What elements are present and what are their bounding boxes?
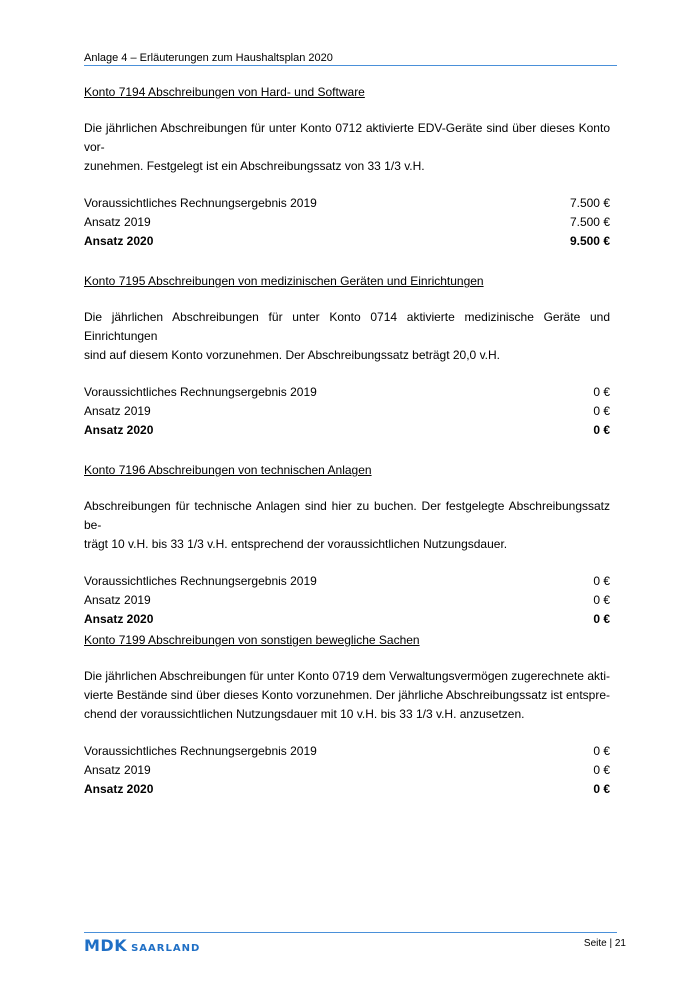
page-number: Seite | 21	[583, 938, 626, 949]
row-amount: 0 €	[593, 612, 610, 626]
table-row	[84, 402, 610, 421]
row-label: Ansatz 2019	[84, 215, 151, 229]
text-line: Die jährlichen Abschreibungen für unter Konto 0714 aktivierte medizinische Geräte und Einrichtungen	[84, 310, 610, 343]
row-label: Ansatz 2020	[84, 782, 154, 796]
row-amount: 9.500 €	[569, 234, 610, 248]
text-line: vierte Bestände sind über dieses Konto vorzunehmen. Der jährliche Abschreibungssatz ist entspre-	[84, 688, 610, 702]
section-description	[84, 667, 610, 724]
row-label: Ansatz 2019	[84, 763, 151, 777]
section-konto-7196	[84, 462, 610, 629]
row-label: Voraussichtliches Rechnungsergebnis 2019	[84, 196, 317, 210]
table-row-total	[84, 780, 610, 799]
row-amount: 0 €	[593, 593, 610, 607]
table-row	[84, 383, 610, 402]
table-row	[84, 572, 610, 591]
amount-table	[84, 742, 610, 799]
section-konto-7195	[84, 273, 610, 440]
section-konto-7199	[84, 632, 610, 799]
text-line: Die jährlichen Abschreibungen für unter Konto 0712 aktivierte EDV-Geräte sind über dieses Konto vor-	[84, 121, 610, 154]
row-label: Ansatz 2019	[84, 593, 151, 607]
section-description	[84, 308, 610, 365]
logo-sub-text: SAARLAND	[131, 943, 201, 954]
table-row	[84, 742, 610, 761]
row-amount: 0 €	[593, 404, 610, 418]
row-label: Ansatz 2019	[84, 404, 151, 418]
section-title: Konto 7195 Abschreibungen von medizinischen Geräten und Einrichtungen	[84, 274, 484, 288]
section-description	[84, 497, 610, 554]
row-amount: 0 €	[593, 782, 610, 796]
row-label: Voraussichtliches Rechnungsergebnis 2019	[84, 574, 317, 588]
text-line: trägt 10 v.H. bis 33 1/3 v.H. entsprechend der voraussichtlichen Nutzungsdauer.	[84, 537, 508, 551]
text-line: chend der voraussichtlichen Nutzungsdauer mit 10 v.H. bis 33 1/3 v.H. anzusetzen.	[84, 707, 525, 721]
section-title: Konto 7196 Abschreibungen von technischen Anlagen	[84, 463, 372, 477]
table-row-total	[84, 610, 610, 629]
text-line: zunehmen. Festgelegt ist ein Abschreibungssatz von 33 1/3 v.H.	[84, 159, 425, 173]
section-title: Konto 7199 Abschreibungen von sonstigen bewegliche Sachen	[84, 633, 420, 647]
section-description	[84, 119, 610, 176]
row-amount: 7.500 €	[569, 215, 610, 229]
row-label: Voraussichtliches Rechnungsergebnis 2019	[84, 744, 317, 758]
table-row	[84, 194, 610, 213]
row-label: Ansatz 2020	[84, 423, 154, 437]
table-row	[84, 761, 610, 780]
page-header: Anlage 4 – Erläuterungen zum Haushaltsplan 2020	[84, 52, 333, 64]
text-line: sind auf diesem Konto vorzunehmen. Der Abschreibungssatz beträgt 20,0 v.H.	[84, 348, 501, 362]
text-line: Abschreibungen für technische Anlagen sind hier zu buchen. Der festgelegte Abschreibungssatz be-	[84, 499, 610, 532]
table-row	[84, 213, 610, 232]
table-row-total	[84, 421, 610, 440]
row-label: Ansatz 2020	[84, 234, 154, 248]
mdk-saarland-logo	[84, 936, 200, 955]
row-amount: 0 €	[593, 574, 610, 588]
row-amount: 0 €	[593, 423, 610, 437]
amount-table	[84, 572, 610, 629]
row-amount: 0 €	[593, 763, 610, 777]
section-konto-7194	[84, 84, 610, 251]
amount-table	[84, 194, 610, 251]
row-amount: 0 €	[593, 744, 610, 758]
section-title: Konto 7194 Abschreibungen von Hard- und Software	[84, 85, 365, 99]
row-label: Ansatz 2020	[84, 612, 154, 626]
amount-table	[84, 383, 610, 440]
row-amount: 7.500 €	[569, 196, 610, 210]
row-amount: 0 €	[593, 385, 610, 399]
row-label: Voraussichtliches Rechnungsergebnis 2019	[84, 385, 317, 399]
table-row-total	[84, 232, 610, 251]
text-line: Die jährlichen Abschreibungen für unter Konto 0719 dem Verwaltungsvermögen zugerechnete akti-	[84, 669, 610, 683]
footer-divider	[84, 932, 617, 933]
logo-main-text: MDK	[84, 936, 128, 955]
table-row	[84, 591, 610, 610]
header-divider	[84, 65, 617, 66]
